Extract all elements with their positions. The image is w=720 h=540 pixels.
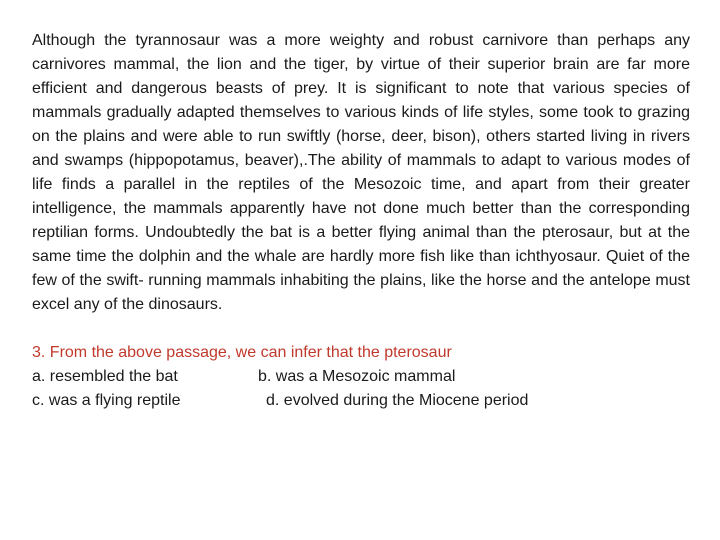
option-c: c. was a flying reptile: [32, 392, 181, 409]
option-a: a. resembled the bat: [32, 368, 178, 385]
options-row-1: [32, 365, 592, 389]
option-b: b. was a Mesozoic mammal: [258, 368, 456, 385]
options-row-2: [32, 389, 592, 413]
reading-passage: Although the tyrannosaur was a more weighty and robust carnivore than perhaps any carnivores mammal, the lion and the tiger, by virtue of their superior brain are far more efficient and dangerous beasts of prey. It is significant to note that various species of mammals gradually adapted themselves to various kinds of life styles, some took to grazing on the plains and were able to run swiftly (horse, deer, bison), others started living in rivers and swamps (hippopotamus, beaver),.The ability of mammals to adapt to various modes of life finds a parallel in the reptiles of the Mesozoic time, and apart from their greater intelligence, the mammals apparently have not done much better than the corresponding reptilian forms. Undoubtedly the bat is a better flying animal than the pterosaur, but at the same time the dolphin and the whale are hardly more fish like than ichthyosaur. Quiet of the few of the swift- running mammals inhabiting the plains, like the horse and the antelope must excel any of the dinosaurs.: [32, 32, 690, 313]
option-d: d. evolved during the Miocene period: [266, 392, 529, 409]
question-stem: 3. From the above passage, we can infer that the pterosaur: [32, 344, 452, 361]
